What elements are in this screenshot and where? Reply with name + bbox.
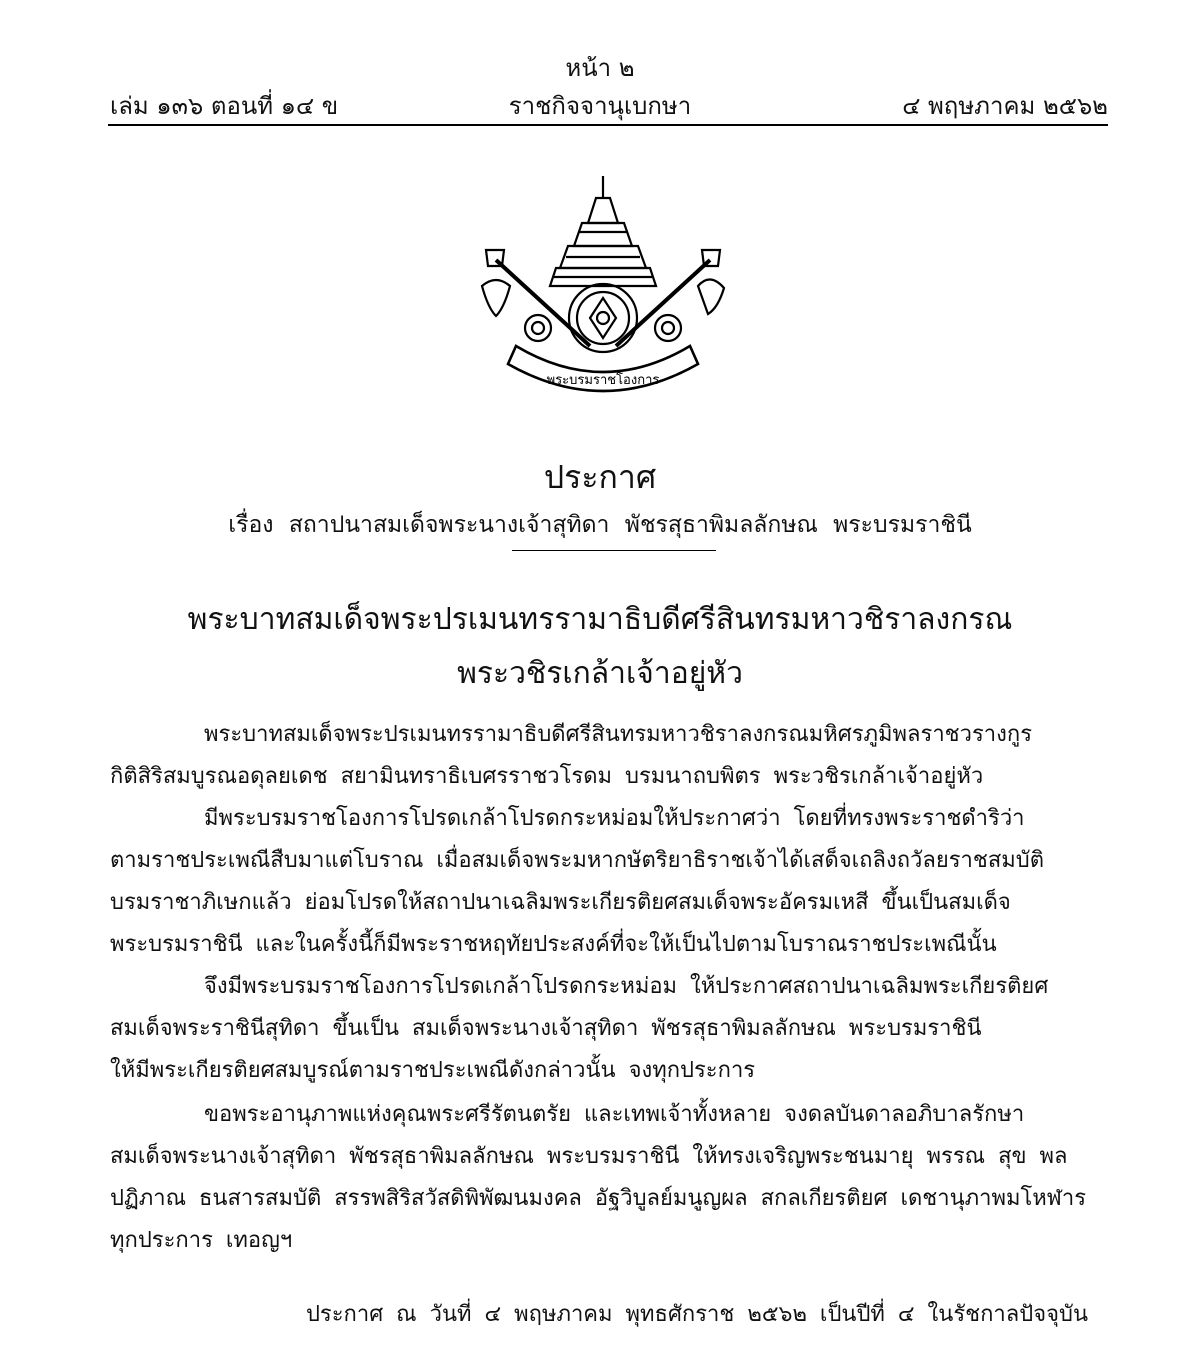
announcement-date-line: ประกาศ ณ วันที่ ๔ พฤษภาคม พุทธศักราช ๒๕๖๒ เป็นปีที่ ๔ ในรัชกาลปัจจุบัน xyxy=(305,1302,1088,1327)
body-line: สมเด็จพระนางเจ้าสุทิดา พัชรสุธาพิมลลักษณ พระบรมราชินี ให้ทรงเจริญพระชนมายุ พรรณ สุข พล xyxy=(110,1144,1068,1169)
page-number: หน้า ๒ xyxy=(565,54,635,82)
body-line: ปฏิภาณ ธนสารสมบัติ สรรพสิริสวัสดิพิพัฒนมงคล อัฐวิบูลย์มนูญผล สกลเกียรติยศ เดชานุภาพมโหฬาร xyxy=(110,1186,1087,1211)
royal-emblem-icon xyxy=(478,168,728,413)
body-line: ขอพระอานุภาพแห่งคุณพระศรีรัตนตรัย และเทพเจ้าทั้งหลาย จงดลบันดาลอภิบาลรักษา xyxy=(204,1102,1025,1127)
body-line: ตามราชประเพณีสืบมาแต่โบราณ เมื่อสมเด็จพระมหากษัตริยาธิราชเจ้าได้เสด็จเถลิงถวัลยราชสมบัติ xyxy=(110,848,1045,873)
body-line: ทุกประการ เทอญฯ xyxy=(110,1228,293,1253)
king-title-line-2: พระวชิรเกล้าเจ้าอยู่หัว xyxy=(457,656,743,691)
volume-issue: เล่ม ๑๓๖ ตอนที่ ๑๔ ข xyxy=(110,92,339,120)
body-line: ให้มีพระเกียรติยศสมบูรณ์ตามราชประเพณีดังกล่าวนั้น จงทุกประการ xyxy=(110,1058,756,1083)
body-line: กิติสิริสมบูรณอดุลยเดช สยามินทราธิเบศรราชวโรดม บรมนาถบพิตร พระวชิรเกล้าเจ้าอยู่หัว xyxy=(110,764,984,789)
subject-divider xyxy=(512,550,716,551)
body-line: พระบรมราชินี และในครั้งนี้ก็มีพระราชหฤทัยประสงค์ที่จะให้เป็นไปตามโบราณราชประเพณีนั้น xyxy=(110,932,997,957)
body-line: พระบาทสมเด็จพระปรเมนทรรามาธิบดีศรีสินทรมหาวชิราลงกรณมหิศรภูมิพลราชวรางกูร xyxy=(204,722,1033,747)
body-line: มีพระบรมราชโองการโปรดเกล้าโปรดกระหม่อมให้ประกาศว่า โดยที่ทรงพระราชดำริว่า xyxy=(204,806,1025,831)
gazette-name: ราชกิจจานุเบกษา xyxy=(508,92,692,120)
body-line: สมเด็จพระราชินีสุทิดา ขึ้นเป็น สมเด็จพระนางเจ้าสุทิดา พัชรสุธาพิมลลักษณ พระบรมราชินี xyxy=(110,1016,982,1041)
announcement-title: ประกาศ xyxy=(543,458,657,496)
body-line: บรมราชาภิเษกแล้ว ย่อมโปรดให้สถาปนาเฉลิมพระเกียรติยศสมเด็จพระอัครมเหสี ขึ้นเป็นสมเด็จ xyxy=(110,890,1011,915)
header-divider xyxy=(108,124,1108,126)
body-line: จึงมีพระบรมราชโองการโปรดเกล้าโปรดกระหม่อม ให้ประกาศสถาปนาเฉลิมพระเกียรติยศ xyxy=(204,974,1049,999)
announcement-subject: เรื่อง สถาปนาสมเด็จพระนางเจ้าสุทิดา พัชรสุธาพิมลลักษณ พระบรมราชินี xyxy=(228,512,972,538)
publication-date: ๔ พฤษภาคม ๒๕๖๒ xyxy=(902,92,1108,120)
king-title-line-1: พระบาทสมเด็จพระปรเมนทรรามาธิบดีศรีสินทรมหาวชิราลงกรณ xyxy=(187,602,1013,637)
emblem-banner-text: พระบรมราชโองการ xyxy=(546,373,660,388)
